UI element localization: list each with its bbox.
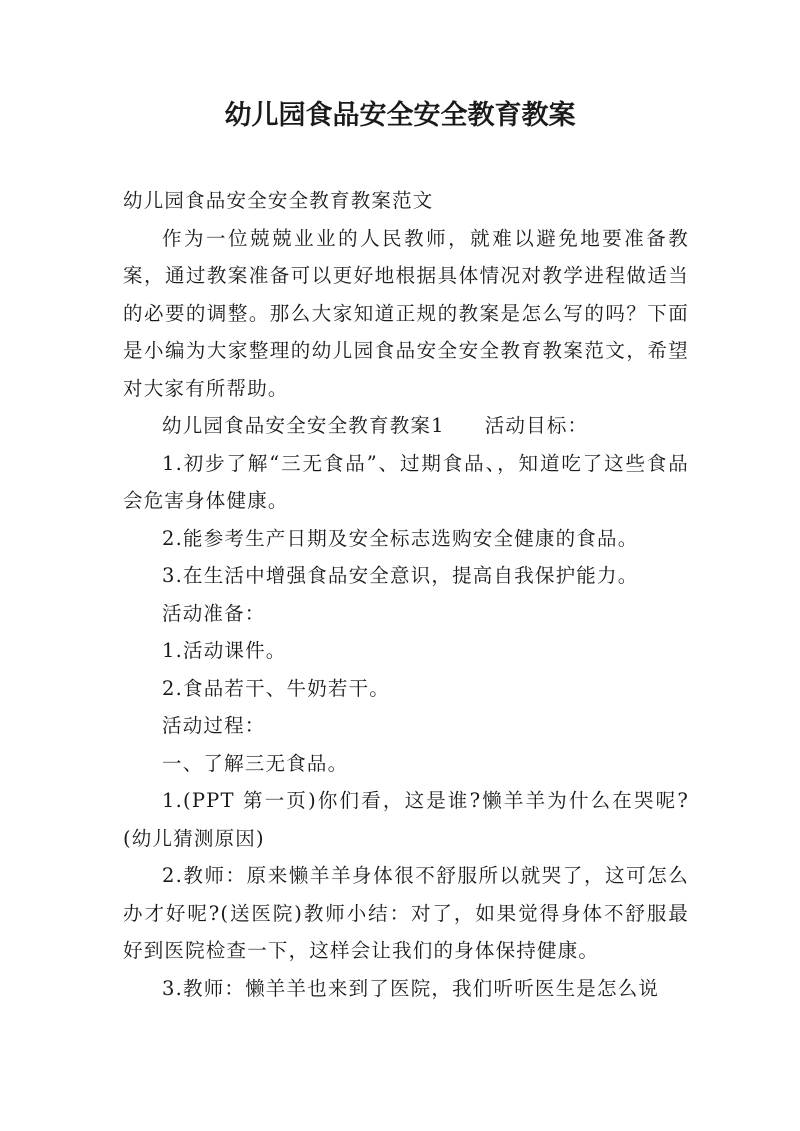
goal-item-1: 1.初步了解“三无食品”、过期食品、，知道吃了这些食品会危害身体健康。 xyxy=(123,451,689,512)
step-item-2: 2.教师：原来懒羊羊身体很不舒服所以就哭了，这可怎么办才好呢?(送医院)教师小结：对了，如果觉得身体不舒服最好到医院检查一下，这样会让我们的身体保持健康。 xyxy=(123,864,689,962)
document-body xyxy=(123,182,689,1007)
step-heading: 一、了解三无食品。 xyxy=(162,751,349,775)
prep-item-2: 2.食品若干、牛奶若干。 xyxy=(162,676,391,700)
document-title: 幼儿园食品安全安全教育教案 xyxy=(224,100,576,131)
step-item-3: 3.教师：懒羊羊也来到了医院，我们听听医生是怎么说 xyxy=(162,976,660,1000)
goal-item-2: 2.能参考生产日期及安全标志选购安全健康的食品。 xyxy=(162,526,639,550)
intro-paragraph: 作为一位兢兢业业的人民教师，就难以避免地要准备教案，通过教案准备可以更好地根据具体情况对教学进程做适当的必要的调整。那么大家知道正规的教案是怎么写的吗？下面是小编为大家整理的幼儿园食品安全安全教育教案范文，希望对大家有所帮助。 xyxy=(123,226,689,400)
document-subtitle: 幼儿园食品安全安全教育教案范文 xyxy=(123,189,434,212)
prep-label: 活动准备： xyxy=(162,601,266,625)
process-label: 活动过程： xyxy=(162,714,266,737)
prep-item-1: 1.活动课件。 xyxy=(162,639,287,662)
section-heading-line xyxy=(123,407,689,445)
goals-label: 活动目标： xyxy=(484,414,589,437)
step-item-1: 1.(PPT 第一页)你们看，这是谁?懒羊羊为什么在哭呢?(幼儿猜测原因) xyxy=(123,789,689,850)
section-heading: 幼儿园食品安全安全教育教案1 xyxy=(162,414,445,437)
goal-item-3: 3.在生活中增强食品安全意识，提高自我保护能力。 xyxy=(162,564,639,587)
